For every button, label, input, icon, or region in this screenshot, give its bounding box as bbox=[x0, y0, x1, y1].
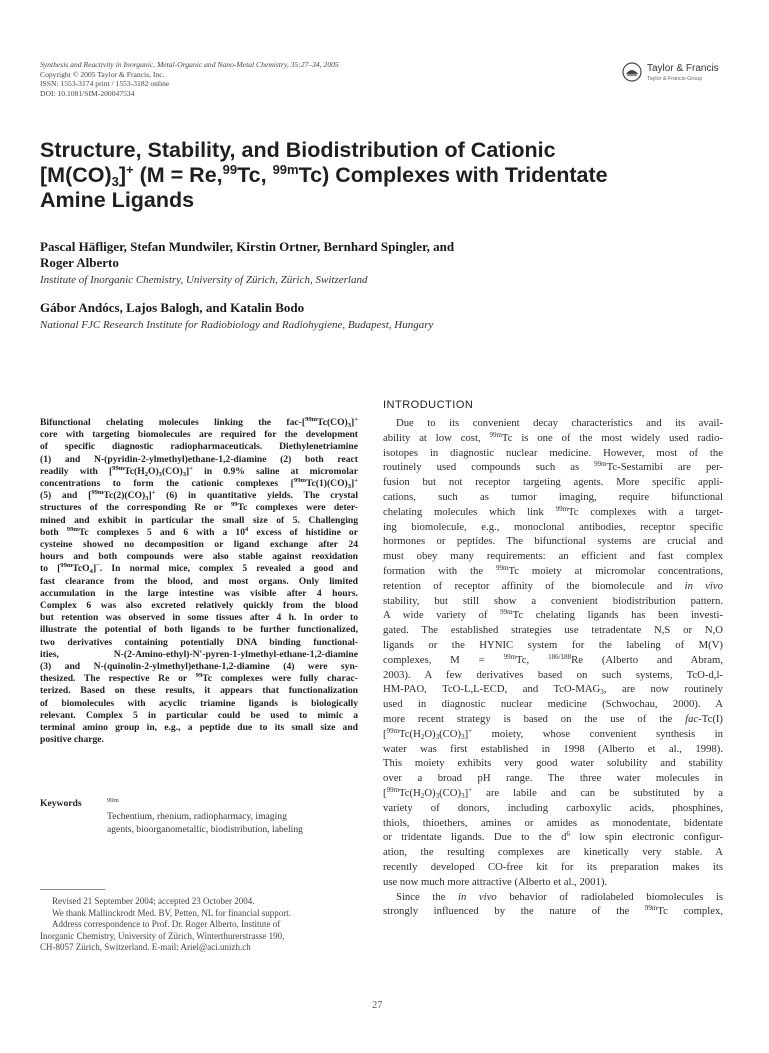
author-list-2: Gábor Andócs, Lajos Balogh, and Katalin Bodo bbox=[40, 300, 305, 315]
taylor-francis-logo-icon bbox=[622, 62, 642, 82]
affiliation-1: Institute of Inorganic Chemistry, University of Zürich, Zürich, Switzerland bbox=[40, 274, 368, 286]
issn-line: ISSN: 1553-3174 print / 1553-3182 online bbox=[40, 79, 170, 89]
page-number: 27 bbox=[372, 1000, 383, 1011]
title-line-1: Structure, Stability, and Biodistribution of Cationic bbox=[40, 138, 556, 162]
article-title bbox=[40, 138, 690, 213]
doi-line: DOI: 10.1081/SIM-200047534 bbox=[40, 88, 135, 98]
footnote-divider bbox=[40, 889, 105, 890]
journal-citation: Synthesis and Reactivity in Inorganic, Metal-Organic and Nano-Metal Chemistry, 35:27–34, 2005 bbox=[40, 60, 339, 69]
author-list-1: Pascal Häfliger, Stefan Mundwiler, Kirstin Ortner, Bernhard Spingler, and Roger Alberto bbox=[40, 239, 455, 270]
affiliation-2: National FJC Research Institute for Radiobiology and Radiohygiene, Budapest, Hungary bbox=[40, 319, 434, 331]
keywords-label: Keywords bbox=[40, 798, 82, 809]
section-heading-introduction: INTRODUCTION bbox=[383, 399, 474, 411]
introduction-body: Due to its convenient decay characteristics and its avail- ability at low cost, $^{99m}$Tc is one of the most widely used radio- isotopes in diagnostic nuclear medicine. However, most of the routinely used compounds such as $^{99m}$Tc-Sestamibi are per- fusion but not receptor targeting agents. More specific appli- cations, such as tumor imaging, require bifunctional chelating molecules which link $^{99m}$Tc complexes with a target- ing biomolecule, e.g., monoclonal antibodies, receptor specific hormones or peptides. The bifunctional systems are crucial and must obey many requirements: an efficient and fast complex formation with the $^{99m}$Tc moiety at micromolar concentrations, retention of receptor affinity of the biomolecule and in vivo stability, but still show a convenient biodistribution pattern. A wide variety of $^{99m}$Tc chelating ligands has been investi- gated. The established strategies use tetradentate N,S or N,O ligands or the HYNIC system for the labeling of M(V) complexes, M = $^{99m}$Tc, $^{186/188}$Re (Alberto and Abram, 2003). A few derivatives based on such systems, TcO-d,l- HM-PAO, TcO-L,L-ECD, and TcO-$MAG_3$, are now routinely used in diagnostic nuclear medicine (Schwochau, 2000). A more recent strategy is based on the use of the fac-Tc(I) $[^{99m}Tc(H_2O)_3(CO)_3]^+$ moiety, whose convenient synthesis in water was first established in 1998 (Alberto et al., 1998). This moiety exhibits very good water solubility and stability over a broad pH range. The three water molecules in $[^{99m}Tc(H_2O)_3(CO)_3]^+$ are labile and can be substituted by a variety of donors, including carboxylic acids, phosphines, thiols, thioethers, amines or amides as monodentate, bidentate or tridentate ligands. Due to the $d^6$ low spin electronic configur- ation, the resulting complexes are kinetically very stable. A recently developed CO-free kit for its preparation makes its use now much more attractive (Alberto et al., 2001). Since the in vivo behavior of radiolabeled biomolecules is strongly influenced by the nature of the $^{99m}$Tc complex, bbox=[383, 417, 724, 918]
journal-header bbox=[40, 60, 460, 98]
publisher-block bbox=[622, 60, 732, 90]
abstract: Bifunctional chelating molecules linking the fac-$[^{99m}Tc(CO)_3]^+$ core with targeting biomolecules are required for the development of specific diagnostic radiopharmaceuticals. Diethylenetriamine (1) and N-(pyridin-2-ylmethyl)ethane-1,2-diamine (2) both react readily with $[^{99m}Tc(H_2O)_3(CO)_3]^+$ in 0.9% saline at micromolar concentrations to form the cationic complexes $[^{99m}Tc(1)(CO)_3]^+$ (5) and $[^{99m}Tc(2)(CO)_3]^+$ (6) in quantitative yields. The crystal structures of the corresponding Re or $^{99}$Tc complexes were deter- mined and exhibit in particular the small size of 5. Challenging both $^{99m}$Tc complexes 5 and 6 with a $10^4$ excess of histidine or cysteine showed no decomposition or ligand exchange after 24 hours and both compounds were also stable against reoxidation to [$^{99m}$TcO$_4$]−. In normal mice, complex 5 revealed a good and fast clearance from the blood, and most organs. Only limited accumulation in the large intestine was visible after 4 hours. Complex 6 was also excreted relatively quickly from the blood but retention was observed in some tissues after 4 h. In order to illustrate the potential of both ligands to be further functionalized, two derivatives containing potentially DNA binding functional- ities, N-(2-Amino-ethyl)-N′-pyren-1-ylmethyl-ethane-1,2-diamine (3) and N-(quinolin-2-ylmethyl)ethane-1,2-diamine (4) were syn- thesized. The respective Re or $^{99}$Tc complexes were fully charac- terized. Based on these results, it appears that functionalization of biomolecules with acyclic triamine ligands is biologically relevant. Complex 5 in particular could be used to mimic a terminal amino group in, e.g., a peptide due to its small size and positive charge. bbox=[40, 416, 358, 746]
copyright-line: Copyright © 2005 Taylor & Francis, Inc. bbox=[40, 69, 165, 79]
publisher-group: Taylor & Francis Group bbox=[647, 76, 703, 82]
footnotes: Revised 21 September 2004; accepted 23 October 2004. We thank Mallinckrodt Med. BV, Petten, NL for financial support. Address correspondence to Prof. Dr. Roger Alberto, Institute of Inorganic Chemistry, University of Zürich, Winterthurerstrasse 190, CH-8057 Zürich, Switzerland. E-mail: Ariel@aci.unizh.ch bbox=[40, 896, 291, 953]
keywords-list: $^{99m}$ Techentium, rhenium, radiopharmacy, imaging agents, bioorganometallic, biodistribution, labeling bbox=[107, 797, 303, 835]
title-line-3: Amine Ligands bbox=[40, 188, 195, 212]
title-line-2: $[M(CO)_3]^+$ (M = Re,$^{99}$Tc, $^{99m}$Tc) Complexes with Tridentate bbox=[40, 162, 608, 189]
publisher-name: Taylor & Francis bbox=[647, 63, 719, 74]
